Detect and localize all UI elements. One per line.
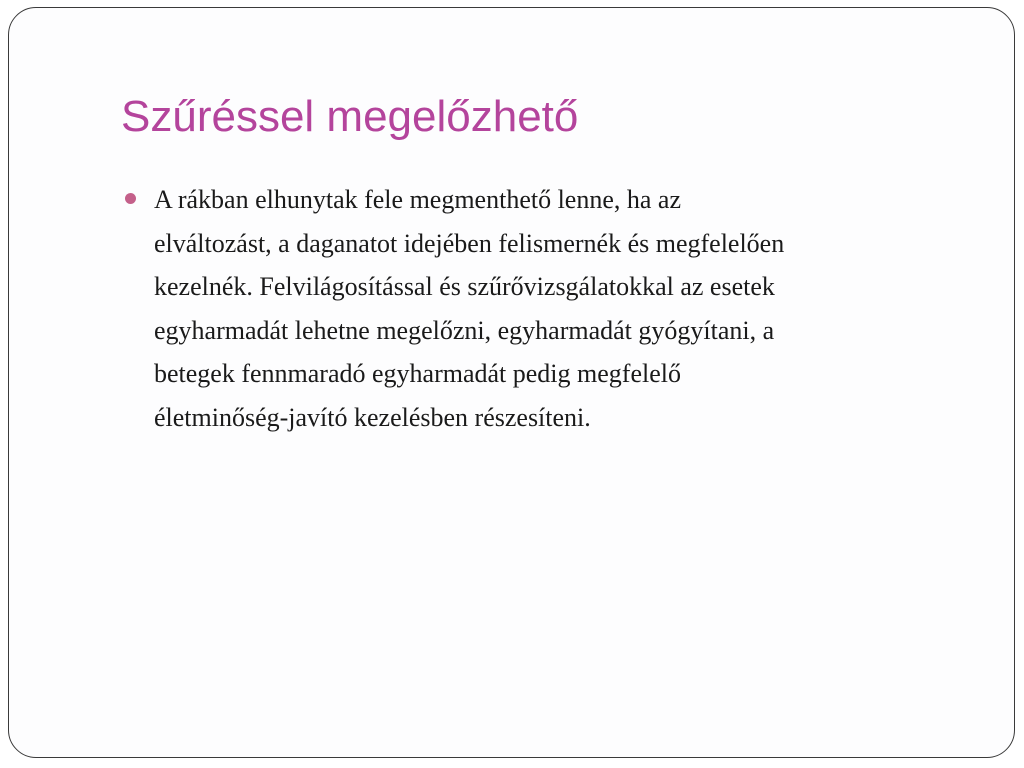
bullet-text-line-6: életminőség-javító kezelésben részesíteni.: [154, 402, 591, 432]
bullet-text-line-1: A rákban elhunytak fele megmenthető lenne, ha az: [154, 185, 682, 214]
bullet-text-line-3: kezelnék. Felvilágosítással és szűrővizsgálatokkal az esetek: [154, 272, 775, 301]
slide-frame: [8, 7, 1015, 758]
bullet-text-line-2: elváltozást, a daganatot idejében felismernék és megfelelően: [154, 228, 785, 258]
bullet-item: [121, 178, 951, 439]
slide-title: Szűréssel megelőzhető: [121, 92, 579, 141]
bullet-text-line-5: betegek fennmaradó egyharmadát pedig megfelelő: [154, 359, 681, 388]
slide-content: [121, 178, 951, 439]
bullet-dot-icon: [125, 193, 136, 204]
bullet-text-line-4: egyharmadát lehetne megelőzni, egyharmadát gyógyítani, a: [154, 315, 775, 345]
